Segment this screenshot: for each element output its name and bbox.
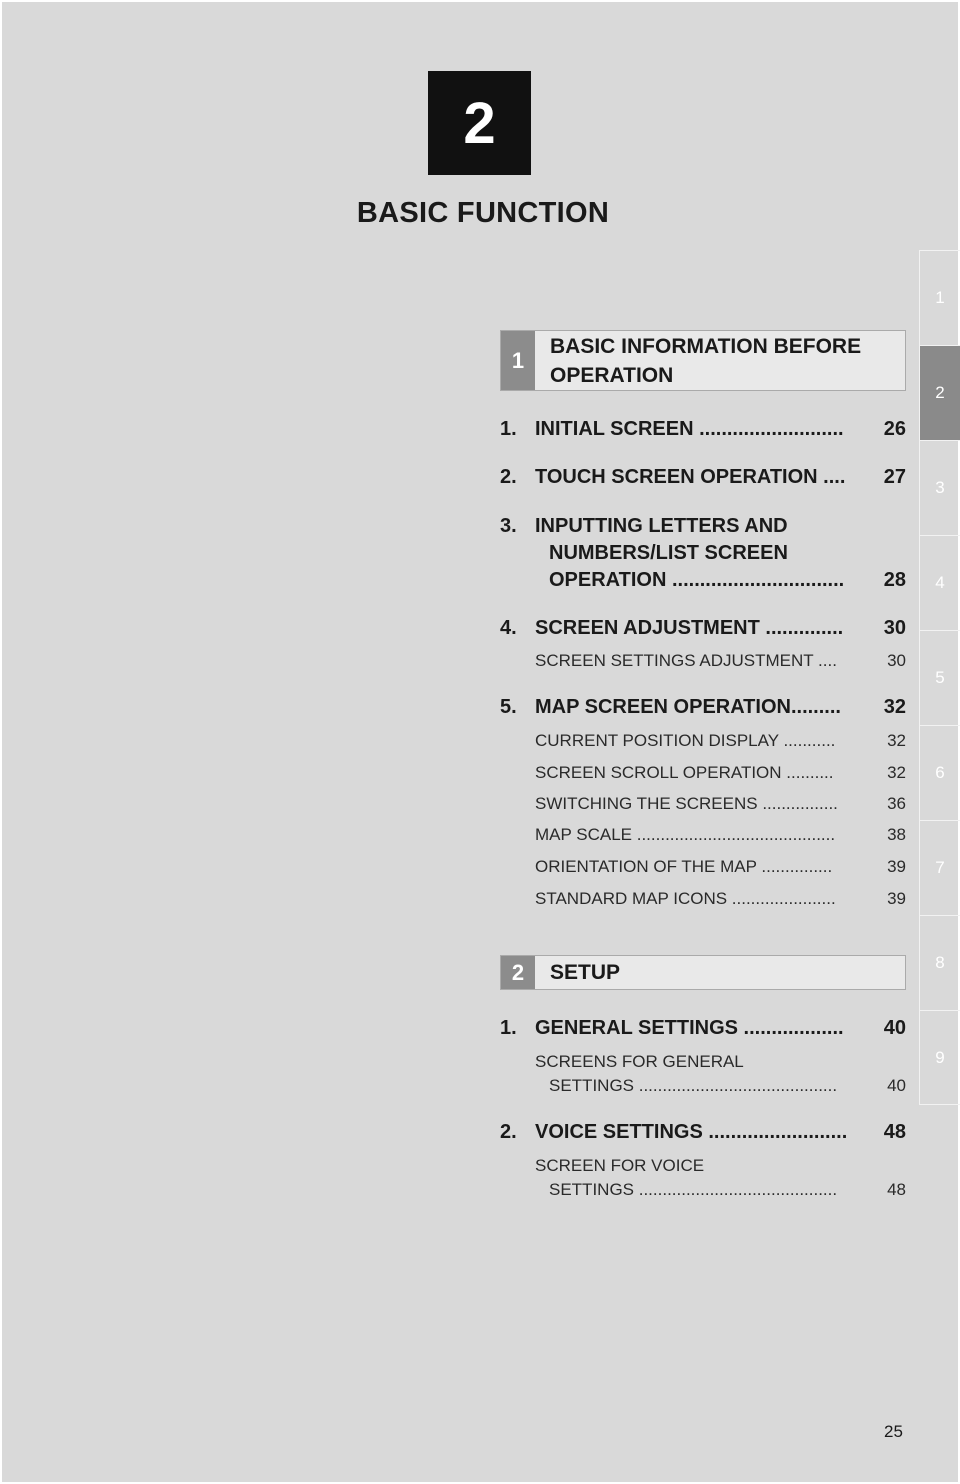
section-number: 2: [501, 956, 535, 989]
toc-entry[interactable]: 2. TOUCH SCREEN OPERATION .... 27: [500, 466, 906, 488]
chapter-number-box: [428, 71, 531, 175]
tab-9[interactable]: 9: [919, 1010, 960, 1105]
tab-6[interactable]: 6: [919, 725, 960, 820]
section-header-2: [500, 955, 906, 990]
tab-2[interactable]: 2: [919, 345, 960, 440]
tab-3[interactable]: 3: [919, 440, 960, 535]
toc-subentry[interactable]: STANDARD MAP ICONS ...................... 39: [535, 889, 906, 908]
toc-entry[interactable]: 3. INPUTTING LETTERS AND NUMBERS/LIST SCREEN OPERATION ............................... 28: [500, 515, 906, 591]
chapter-number: 2: [463, 90, 496, 156]
section-title: SETUP: [550, 961, 621, 984]
toc-subentry[interactable]: SCREEN FOR VOICE SETTINGS .......................................... 48: [535, 1156, 906, 1199]
toc-entry[interactable]: 4. SCREEN ADJUSTMENT .............. 30: [500, 617, 906, 639]
toc-subentry[interactable]: SCREENS FOR GENERAL SETTINGS .......................................... 40: [535, 1052, 906, 1095]
toc-subentry[interactable]: ORIENTATION OF THE MAP ............... 39: [535, 857, 906, 876]
toc-subentry[interactable]: MAP SCALE .......................................... 38: [535, 825, 906, 844]
section-title: BASIC INFORMATION BEFORE OPERATION: [550, 334, 862, 387]
toc-subentry[interactable]: SCREEN SCROLL OPERATION .......... 32: [535, 763, 906, 782]
tab-7[interactable]: 7: [919, 820, 960, 915]
toc-entry[interactable]: 2. VOICE SETTINGS ......................... 48: [500, 1121, 906, 1143]
chapter-title: BASIC FUNCTION: [356, 197, 610, 229]
tab-4[interactable]: 4: [919, 535, 960, 630]
toc-entry[interactable]: 5. MAP SCREEN OPERATION......... 32: [500, 696, 906, 718]
toc-subentry[interactable]: SWITCHING THE SCREENS ................ 36: [535, 794, 906, 813]
page-number: 25: [884, 1422, 903, 1441]
toc-subentry[interactable]: SCREEN SETTINGS ADJUSTMENT .... 30: [535, 651, 906, 670]
section-number: 1: [501, 331, 535, 390]
tab-5[interactable]: 5: [919, 630, 960, 725]
tab-1[interactable]: 1: [919, 250, 960, 345]
chapter-tabs: [919, 250, 960, 1105]
toc-entry[interactable]: 1. INITIAL SCREEN .......................... 26: [500, 418, 906, 440]
toc-entry[interactable]: 1. GENERAL SETTINGS .................. 40: [500, 1017, 906, 1039]
toc-subentry[interactable]: CURRENT POSITION DISPLAY ........... 32: [535, 731, 906, 750]
tab-8[interactable]: 8: [919, 915, 960, 1010]
section-header-1: [500, 330, 906, 391]
